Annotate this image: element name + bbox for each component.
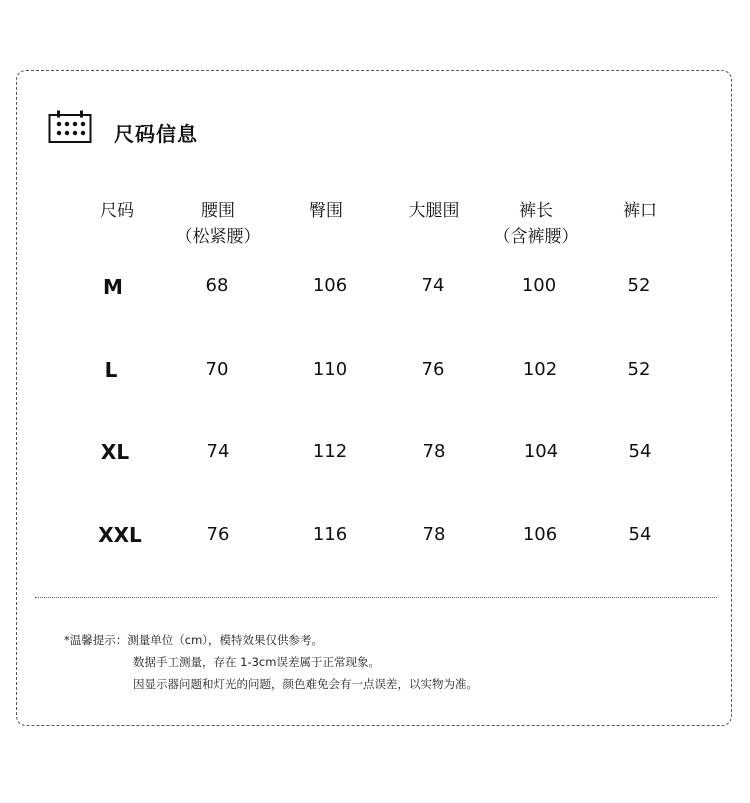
table-cell-length: 102 — [522, 359, 558, 380]
calendar-grid-icon — [48, 110, 92, 144]
size-info-card — [16, 70, 732, 726]
table-cell-hem: 54 — [628, 524, 652, 545]
page-title: 尺码信息 — [114, 122, 198, 146]
column-header-hem: 裤口 — [623, 201, 657, 221]
column-header-hip: 臀围 — [309, 201, 343, 221]
row-size-label: XL — [100, 440, 130, 464]
table-cell-hem: 52 — [627, 275, 651, 296]
table-cell-waist: 70 — [205, 359, 229, 380]
row-size-label: XXL — [98, 523, 142, 547]
table-cell-hip: 112 — [312, 441, 348, 462]
column-header-size: 尺码 — [100, 201, 134, 221]
table-cell-length: 106 — [522, 524, 558, 545]
note-line-1: *温馨提示：测量单位（cm），模特效果仅供参考。 — [64, 633, 324, 647]
column-header-length: 裤长 （含裤腰） — [493, 201, 579, 247]
table-cell-hip: 116 — [312, 524, 348, 545]
table-cell-thigh: 74 — [421, 275, 445, 296]
table-cell-hip: 110 — [312, 359, 348, 380]
table-cell-hem: 54 — [628, 441, 652, 462]
divider — [35, 597, 717, 598]
column-header-thigh: 大腿围 — [408, 201, 460, 221]
note-line-3: 因显示器问题和灯光的问题，颜色难免会有一点误差，以实物为准。 — [133, 677, 478, 691]
table-cell-length: 100 — [521, 275, 557, 296]
column-header-waist: 腰围 （松紧腰） — [175, 201, 261, 247]
table-cell-hem: 52 — [627, 359, 651, 380]
note-line-2: 数据手工测量，存在 1-3cm误差属于正常现象。 — [133, 655, 380, 669]
table-cell-waist: 74 — [206, 441, 230, 462]
table-cell-waist: 76 — [206, 524, 230, 545]
row-size-label: L — [104, 358, 118, 382]
table-cell-waist: 68 — [205, 275, 229, 296]
table-cell-length: 104 — [523, 441, 559, 462]
table-cell-thigh: 78 — [422, 441, 446, 462]
table-cell-thigh: 76 — [421, 359, 445, 380]
table-cell-hip: 106 — [312, 275, 348, 296]
row-size-label: M — [103, 275, 123, 299]
table-cell-thigh: 78 — [422, 524, 446, 545]
